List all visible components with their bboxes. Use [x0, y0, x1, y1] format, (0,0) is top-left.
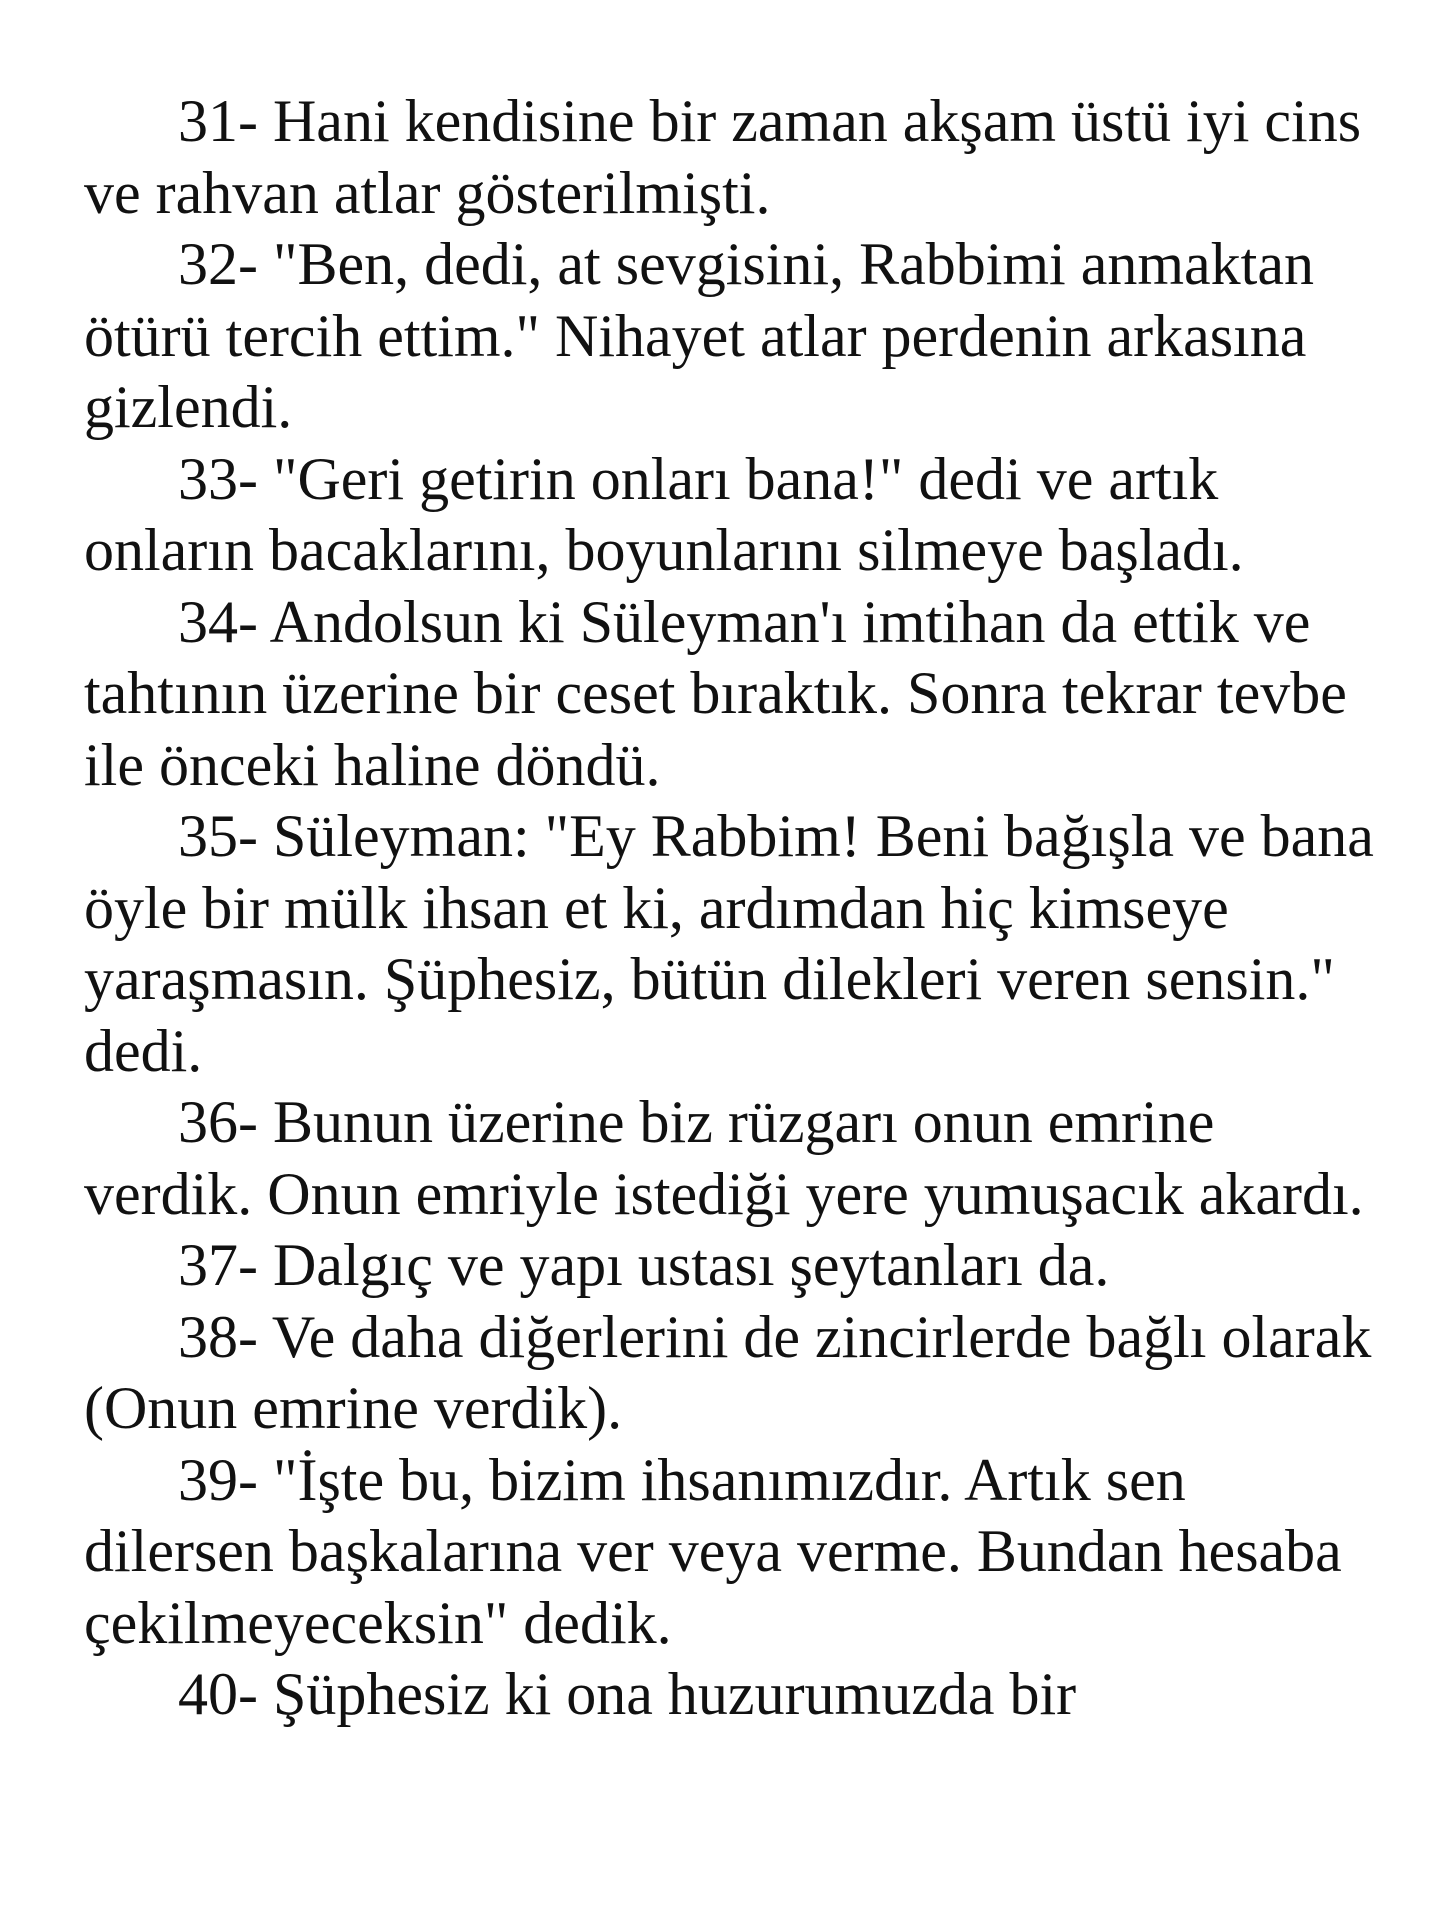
verse-34: 34- Andolsun ki Süleyman'ı imtihan da ettik ve tahtının üzerine bir ceset bıraktık. Sonra tekrar tevbe ile önceki haline döndü. — [84, 588, 1347, 798]
verse-33: 33- "Geri getirin onları bana!" dedi ve artık onların bacaklarını, boyunlarını silmeye başladı. — [84, 445, 1244, 583]
document-page — [84, 86, 1374, 1731]
verse-37: 37- Dalgıç ve yapı ustası şeytanları da. — [178, 1232, 1110, 1298]
verse-36: 36- Bunun üzerine biz rüzgarı onun emrine verdik. Onun emriyle istediği yere yumuşacık akardı. — [84, 1089, 1364, 1227]
verse-40: 40- Şüphesiz ki ona huzurumuzda bir — [178, 1661, 1077, 1727]
verse-31: 31- Hani kendisine bir zaman akşam üstü iyi cins ve rahvan atlar gösterilmişti. — [84, 88, 1362, 226]
verse-32: 32- "Ben, dedi, at sevgisini, Rabbimi anmaktan ötürü tercih ettim." Nihayet atlar perdenin arkasına gizlendi. — [84, 231, 1314, 440]
verse-39: 39- "İşte bu, bizim ihsanımızdır. Artık sen dilersen başkalarına ver veya verme. Bundan hesaba çekilmeyeceksin" dedik. — [84, 1446, 1342, 1656]
verse-38: 38- Ve daha diğerlerini de zincirlerde bağlı olarak (Onun emrine verdik). — [84, 1303, 1372, 1441]
verse-35: 35- Süleyman: "Ey Rabbim! Beni bağışla ve bana öyle bir mülk ihsan et ki, ardımdan hiç kimseye yaraşmasın. Şüphesiz, bütün dilekleri veren sensin." dedi. — [84, 803, 1374, 1084]
